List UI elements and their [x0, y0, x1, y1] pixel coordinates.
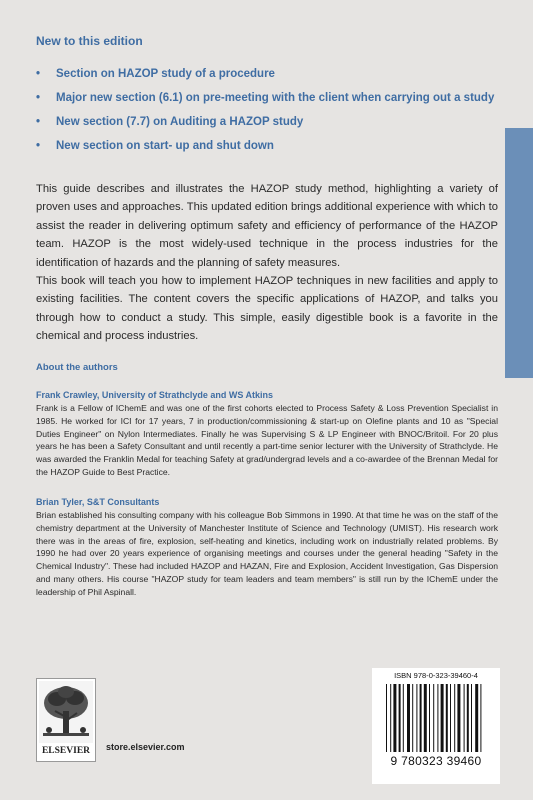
list-item: [36, 90, 496, 107]
publisher-logo: [36, 678, 96, 762]
store-url: store.elsevier.com: [106, 742, 185, 752]
description-paragraph-2: This book will teach you how to implement HAZOP techniques in new facilities and apply to existing facilities. The content covers the specific applications of HAZOP, and talks you through how to conduct a study. This simple, easily digestible book is a favorite in the chemical and process industries.: [36, 275, 498, 343]
list-item: [36, 66, 496, 83]
bullet-icon: •: [36, 92, 41, 104]
list-item: [36, 138, 496, 155]
bullet-icon: •: [36, 140, 41, 152]
barcode-icon: [386, 684, 496, 752]
barcode-digits: 9 780323 39460: [390, 754, 482, 768]
elsevier-tree-logo-icon: [39, 681, 93, 743]
bullet-icon: •: [36, 116, 41, 128]
publisher-name: ELSEVIER: [41, 746, 91, 756]
new-edition-heading: New to this edition: [36, 34, 143, 48]
author-bio-tyler: Brian established his consulting company with his colleague Bob Simmons in 1990. At that time he was on the staff of the chemistry department at the University of Manchester Institute of Science and Technology (UMIST). His research work there was in the areas of fire, explosion, self-heating and kinetics, including work on industrially related problems. By 1990 he had over 20 years experience of organising meetings and courses under the general heading "Safety in the Chemical Industry". These had included HAZOP and HAZAN, Fire and Explosion, Accident Investigation, Gas Dispersion and many others. His course "HAZOP study for team leaders and team members" is still run by the IChemE under the leadership of Phil Aspinall.: [36, 510, 498, 597]
list-item-text: Major new section (6.1) on pre-meeting with the client when carrying out a study: [56, 92, 495, 104]
new-edition-list: [36, 66, 496, 162]
list-item-text: New section on start- up and shut down: [56, 140, 274, 152]
about-authors-heading: About the authors: [36, 362, 118, 373]
author-bio-crawley: Frank is a Fellow of IChemE and was one of the first cohorts elected to Process Safety & Loss Prevention Specialist in 1985. He worked for ICI for 17 years, 7 in production/commissioning & start-up on Olefine plants and 10 as "Special Duties Engineer" on Nylon Intermediates. Finally he was Supervising S & LP Engineer with BNOC/Britoil. For 20 plus years he has been a Safety Consultant and until recently a part-time senior lecturer with the University of Strathclyde. He was awarded the Franklin Medal for teaching Safety at grad/undergrad levels and a co-awardee of the Brennan Medal for the HAZOP Guide to Best Practice.: [36, 403, 498, 477]
author-name-crawley: Frank Crawley, University of Strathclyde and WS Atkins: [36, 390, 274, 400]
isbn-label: ISBN 978-0-323-39460-4: [394, 671, 478, 680]
barcode-panel: [372, 668, 500, 784]
bullet-icon: •: [36, 68, 41, 80]
list-item: [36, 114, 496, 131]
list-item-text: New section (7.7) on Auditing a HAZOP study: [56, 116, 304, 128]
list-item-text: Section on HAZOP study of a procedure: [56, 68, 275, 80]
side-color-tab: [505, 128, 533, 378]
description-paragraph-1: This guide describes and illustrates the HAZOP study method, highlighting a variety of proven uses and approaches. This updated edition brings additional experience with which to assist the reader in delivering optimum safety and efficiency of performance of the HAZOP team. HAZOP is the most widely-used technique in the process industries for the identification of hazards and the planning of safety measures.: [36, 183, 498, 269]
author-name-tyler: Brian Tyler, S&T Consultants: [36, 497, 160, 507]
